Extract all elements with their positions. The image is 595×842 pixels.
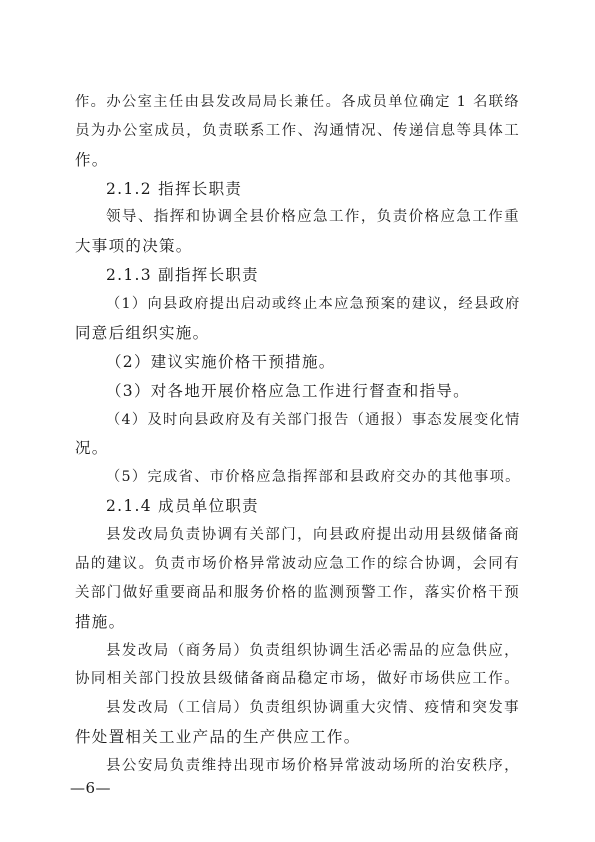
list-item: （3）对各地开展价格应急工作进行督查和指导。 [106, 382, 470, 400]
body-line: 员为办公室成员，负责联系工作、沟通情况、传递信息等具体工 [75, 123, 520, 139]
body-line: 况。 [75, 439, 109, 457]
list-item: （5）完成省、市价格应急指挥部和县政府交办的其他事项。 [106, 469, 521, 485]
list-item: （1）向县政府提出启动或终止本应急预案的建议，经县政府 [106, 296, 521, 312]
section-heading: 2.1.4 成员单位职责 [106, 497, 259, 515]
body-line: 领导、指挥和协调全县价格应急工作，负责价格应急工作重 [106, 209, 520, 225]
section-heading: 2.1.2 指挥长职责 [106, 180, 243, 198]
list-item: （2）建议实施价格干预措施。 [106, 353, 336, 371]
body-line: 县发改局负责协调有关部门，向县政府提出动用县级储备商 [106, 527, 520, 543]
body-line: 县公安局负责维持出现市场价格异常波动场所的治安秩序， [106, 758, 520, 774]
body-line: 品的建议。负责市场价格异常波动应急工作的综合协调，会同有 [75, 556, 520, 572]
page-number: —6— [70, 779, 112, 797]
body-line: 县发改局（工信局）负责组织协调重大灾情、疫情和突发事 [106, 700, 520, 716]
body-line: 作。办公室主任由县发改局局长兼任。各成员单位确定 1 名联络 [75, 94, 520, 110]
body-line: 作。 [75, 151, 109, 169]
section-heading: 2.1.3 副指挥长职责 [106, 266, 259, 284]
body-line: 关部门做好重要商品和服务价格的监测预警工作，落实价格干预 [75, 585, 520, 601]
body-line: 县发改局（商务局）负责组织协调生活必需品的应急供应， [106, 643, 520, 659]
body-line: 协同相关部门投放县级储备商品稳定市场，做好市场供应工作。 [75, 671, 520, 687]
body-line: 件处置相关工业产品的生产供应工作。 [75, 728, 361, 746]
list-item: （4）及时向县政府及有关部门报告（通报）事态发展变化情 [106, 412, 521, 428]
body-line: 大事项的决策。 [75, 237, 193, 255]
body-line: 同意后组织实施。 [75, 324, 210, 342]
body-line: 措施。 [75, 613, 126, 631]
